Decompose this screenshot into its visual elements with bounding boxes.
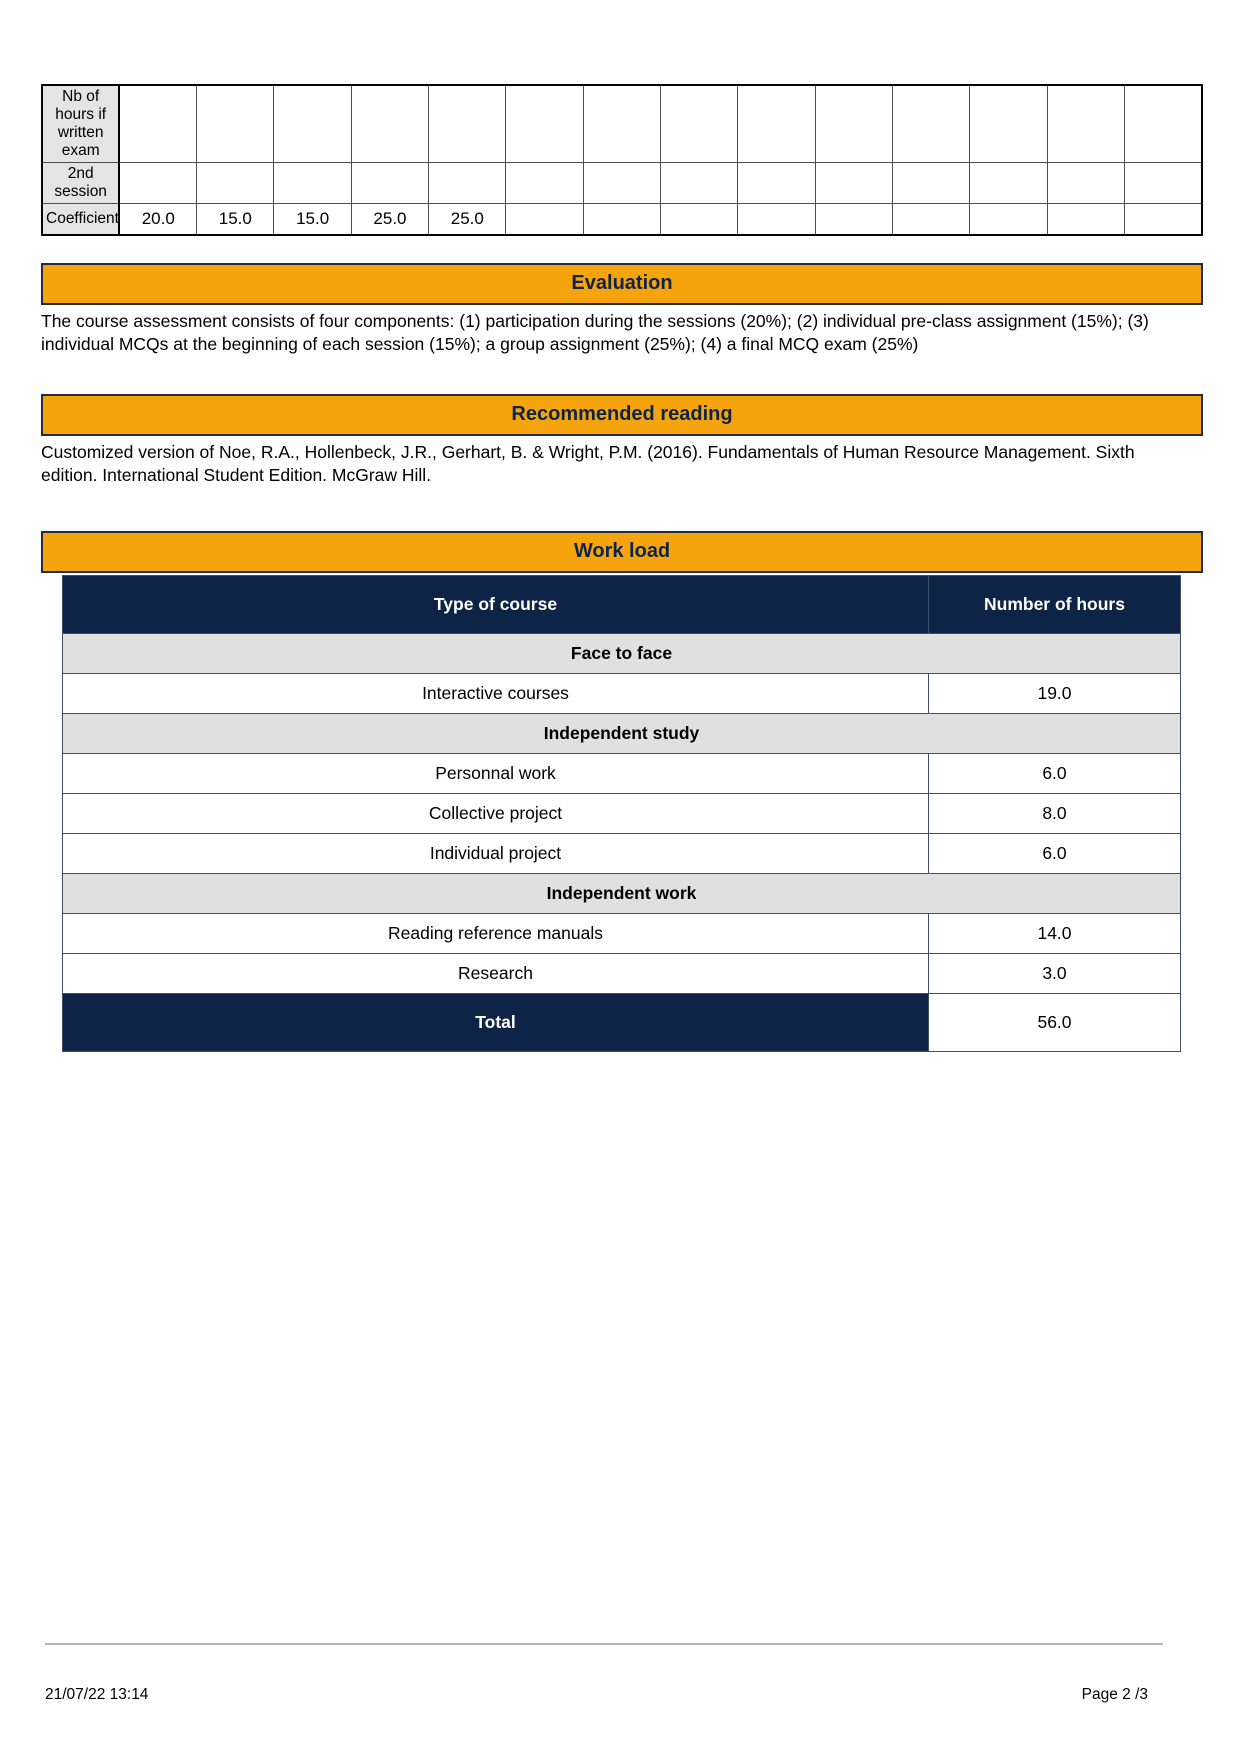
sessions-value-cell bbox=[197, 85, 274, 163]
sessions-table-body bbox=[42, 85, 1202, 235]
workload-hours-value: 8.0 bbox=[929, 793, 1181, 833]
workload-data-row bbox=[63, 793, 1181, 833]
sessions-value-cell bbox=[893, 163, 970, 204]
column-header-number-of-hours: Number of hours bbox=[929, 575, 1181, 633]
sessions-table bbox=[41, 84, 1203, 236]
workload-course-type: Personnal work bbox=[63, 753, 929, 793]
sessions-value-cell bbox=[893, 204, 970, 235]
evaluation-banner bbox=[41, 263, 1203, 305]
sessions-value-cell bbox=[738, 204, 815, 235]
sessions-value-cell bbox=[1047, 163, 1124, 204]
sessions-value-cell bbox=[583, 163, 660, 204]
workload-data-row bbox=[63, 913, 1181, 953]
evaluation-text: The course assessment consists of four components: (1) participation during the sessions (20%); (2) individual pre-class assignment (15%); (3) individual MCQs at the beginning of each session (15%); a group assignment (25%); (4) a final MCQ exam (25%) bbox=[41, 310, 1149, 354]
sessions-value-cell bbox=[738, 163, 815, 204]
workload-section-name: Independent work bbox=[63, 873, 1181, 913]
workload-header-row bbox=[63, 575, 1181, 633]
sessions-value-cell bbox=[1047, 85, 1124, 163]
sessions-value-cell: 25.0 bbox=[351, 204, 428, 235]
workload-section-row bbox=[63, 873, 1181, 913]
sessions-value-cell bbox=[583, 204, 660, 235]
sessions-row-label: Nb of hours if written exam bbox=[42, 85, 119, 163]
sessions-value-cell bbox=[119, 163, 196, 204]
sessions-table-row bbox=[42, 85, 1202, 163]
sessions-value-cell bbox=[970, 85, 1047, 163]
sessions-value-cell bbox=[429, 163, 506, 204]
workload-hours-value: 3.0 bbox=[929, 953, 1181, 993]
sessions-value-cell bbox=[351, 163, 428, 204]
sessions-value-cell bbox=[506, 204, 583, 235]
sessions-value-cell bbox=[1125, 85, 1202, 163]
workload-total-label: Total bbox=[63, 993, 929, 1051]
column-header-type-of-course: Type of course bbox=[63, 575, 929, 633]
workload-hours-value: 14.0 bbox=[929, 913, 1181, 953]
workload-course-type: Reading reference manuals bbox=[63, 913, 929, 953]
workload-total-hours: 56.0 bbox=[929, 993, 1181, 1051]
sessions-value-cell bbox=[197, 163, 274, 204]
workload-data-row bbox=[63, 833, 1181, 873]
sessions-value-cell bbox=[1125, 204, 1202, 235]
sessions-value-cell: 15.0 bbox=[274, 204, 351, 235]
sessions-value-cell bbox=[583, 85, 660, 163]
sessions-value-cell bbox=[970, 163, 1047, 204]
workload-section-row bbox=[63, 633, 1181, 673]
sessions-value-cell bbox=[661, 204, 738, 235]
workload-total-row bbox=[63, 993, 1181, 1051]
sessions-value-cell bbox=[661, 163, 738, 204]
sessions-value-cell: 15.0 bbox=[197, 204, 274, 235]
recommended-reading-banner bbox=[41, 394, 1203, 436]
workload-data-row bbox=[63, 753, 1181, 793]
sessions-row-label: 2nd session bbox=[42, 163, 119, 204]
sessions-value-cell bbox=[738, 85, 815, 163]
workload-hours-value: 6.0 bbox=[929, 833, 1181, 873]
sessions-value-cell bbox=[970, 204, 1047, 235]
sessions-value-cell bbox=[893, 85, 970, 163]
sessions-value-cell bbox=[815, 85, 892, 163]
sessions-table-row bbox=[42, 204, 1202, 235]
sessions-value-cell bbox=[506, 163, 583, 204]
sessions-value-cell bbox=[429, 85, 506, 163]
evaluation-title: Evaluation bbox=[571, 272, 673, 294]
workload-data-row bbox=[63, 673, 1181, 713]
workload-hours-value: 19.0 bbox=[929, 673, 1181, 713]
footer-divider bbox=[45, 1643, 1163, 1645]
workload-course-type: Collective project bbox=[63, 793, 929, 833]
sessions-table-row bbox=[42, 163, 1202, 204]
sessions-value-cell: 20.0 bbox=[119, 204, 196, 235]
workload-section-row bbox=[63, 713, 1181, 753]
sessions-row-label: Coefficient bbox=[42, 204, 119, 235]
workload-section-name: Independent study bbox=[63, 713, 1181, 753]
workload-table-body bbox=[63, 575, 1181, 1051]
workload-course-type: Individual project bbox=[63, 833, 929, 873]
sessions-value-cell bbox=[274, 163, 351, 204]
sessions-value-cell bbox=[815, 204, 892, 235]
footer-page-number: Page 2 /3 bbox=[1081, 1686, 1148, 1703]
sessions-value-cell bbox=[119, 85, 196, 163]
workload-hours-value: 6.0 bbox=[929, 753, 1181, 793]
workload-table bbox=[62, 575, 1181, 1052]
sessions-value-cell bbox=[661, 85, 738, 163]
workload-data-row bbox=[63, 953, 1181, 993]
sessions-value-cell bbox=[351, 85, 428, 163]
sessions-value-cell bbox=[1125, 163, 1202, 204]
workload-course-type: Research bbox=[63, 953, 929, 993]
sessions-value-cell bbox=[506, 85, 583, 163]
workload-section-name: Face to face bbox=[63, 633, 1181, 673]
workload-course-type: Interactive courses bbox=[63, 673, 929, 713]
recommended-reading-title: Recommended reading bbox=[511, 403, 733, 425]
workload-banner bbox=[41, 531, 1203, 573]
sessions-value-cell bbox=[815, 163, 892, 204]
recommended-reading-text: Customized version of Noe, R.A., Hollenbeck, J.R., Gerhart, B. & Wright, P.M. (2016). Fundamentals of Human Resource Management. Sixth edition. International Student Edition. McGraw Hill. bbox=[41, 441, 1135, 485]
workload-title: Work load bbox=[573, 540, 671, 562]
sessions-value-cell bbox=[1047, 204, 1124, 235]
sessions-value-cell: 25.0 bbox=[429, 204, 506, 235]
footer-timestamp: 21/07/22 13:14 bbox=[45, 1686, 149, 1703]
sessions-value-cell bbox=[274, 85, 351, 163]
